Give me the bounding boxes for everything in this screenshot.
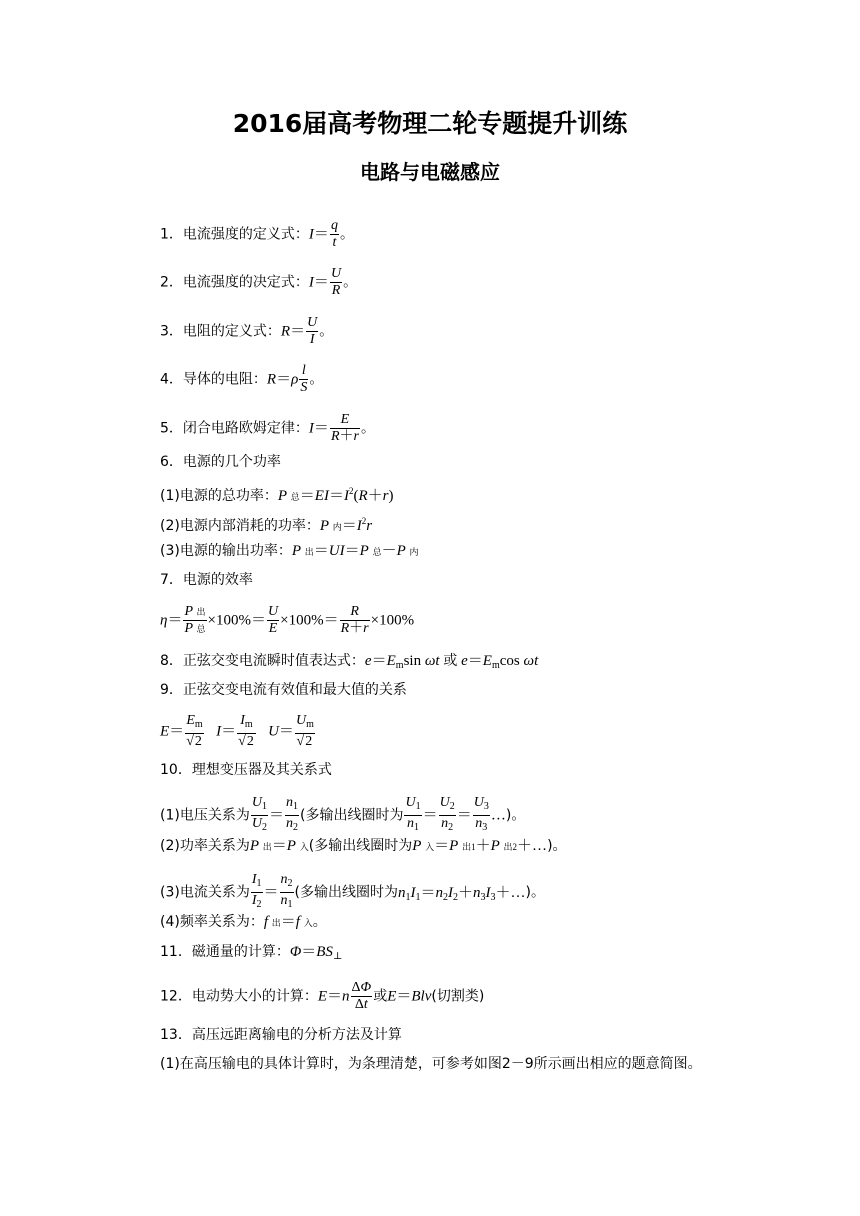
item-1: 1．电流强度的定义式：I＝ $\frac{q}{t}$ 。	[160, 218, 354, 250]
fraction: $\frac{E}{R+r}$	[330, 412, 359, 444]
item-10-2: (2)功率关系为P 出＝P 入(多输出线圈时为P 入＝P 出1＋P 出2＋…)。	[160, 838, 567, 854]
item-6: 6．电源的几个功率	[160, 454, 281, 470]
item-13-1: (1)在高压输电的具体计算时，为条理清楚，可参考如图2－9所示画出相应的题意简图。	[160, 1056, 702, 1072]
rms-formula: E＝ $\frac{E_m}{√2}$ I＝ $\frac{I_m}{√2}$ U＝ $\frac{U_m}{√2}$	[160, 713, 314, 749]
item-5: 5．闭合电路欧姆定律：I＝ $\frac{E}{R+r}$ 。	[160, 412, 375, 444]
item-10-3: (3)电流关系为 $\frac{I_1}{I_2}$ ＝ $\frac{n_2}{n_1}$ (多输出线圈时为$n_1I_1=n_2I_2+n_3I_3+\dots$)。	[160, 872, 546, 910]
item-2: 2．电流强度的决定式：I＝ $\frac{U}{R}$ 。	[160, 266, 358, 298]
item-4: 4．导体的电阻：R＝ρ $\frac{l}{S}$ 。	[160, 363, 324, 395]
efficiency-formula: η＝ $\frac{\text{P 出}}{\text{P 总}}$ ×100%＝ $\frac{U}{E}$ ×100%＝ $\frac{R}{R+r}$ ×100%	[160, 604, 415, 636]
item-10-4: (4)频率关系为：f 出＝f 入。	[160, 914, 327, 930]
document-title: 2016届高考物理二轮专题提升训练	[232, 109, 628, 138]
item-3: 3．电阻的定义式：R＝ $\frac{U}{I}$ 。	[160, 315, 334, 347]
document-subtitle: 电路与电磁感应	[360, 160, 500, 184]
fraction: $\frac{U}{R}$	[330, 266, 342, 298]
item-12: 12．电动势大小的计算：E＝n $\frac{\Delta\Phi}{\Delta t}$ 或E＝Blv(切割类)	[160, 980, 485, 1012]
item-9: 9．正弦交变电流有效值和最大值的关系	[160, 682, 407, 698]
fraction: $\frac{l}{S}$	[300, 363, 308, 395]
item-8: 8．正弦交变电流瞬时值表达式：$e=E_m\sin$ ωt 或 $e=E_m\cos$ ωt	[160, 653, 539, 671]
item-7: 7．电源的效率	[160, 572, 253, 588]
item-10-1: (1)电压关系为 $\frac{U_1}{U_2}$ ＝ $\frac{n_1}{n_2}$ (多输出线圈时为 $\frac{U_1}{n_1}$ ＝ $\frac{U_2}{n_2}$ ＝ $\frac{U_3}{n_3}$ …)。	[160, 795, 526, 833]
item-6-2: (2)电源内部消耗的功率：P 内$=I^2r$	[160, 516, 373, 534]
item-10: 10．理想变压器及其关系式	[160, 762, 332, 778]
item-13: 13．高压远距离输电的分析方法及计算	[160, 1027, 402, 1043]
item-11: 11．磁通量的计算：$\Phi=BS_\perp$	[160, 944, 343, 962]
item-6-1: (1)电源的总功率：P 总$=EI=I^2(R+r)$	[160, 486, 394, 504]
item-6-3: (3)电源的输出功率：P 出＝UI＝P 总－P 内	[160, 543, 419, 559]
fraction: $\frac{U}{I}$	[307, 315, 318, 347]
fraction: $\frac{q}{t}$	[330, 218, 338, 250]
